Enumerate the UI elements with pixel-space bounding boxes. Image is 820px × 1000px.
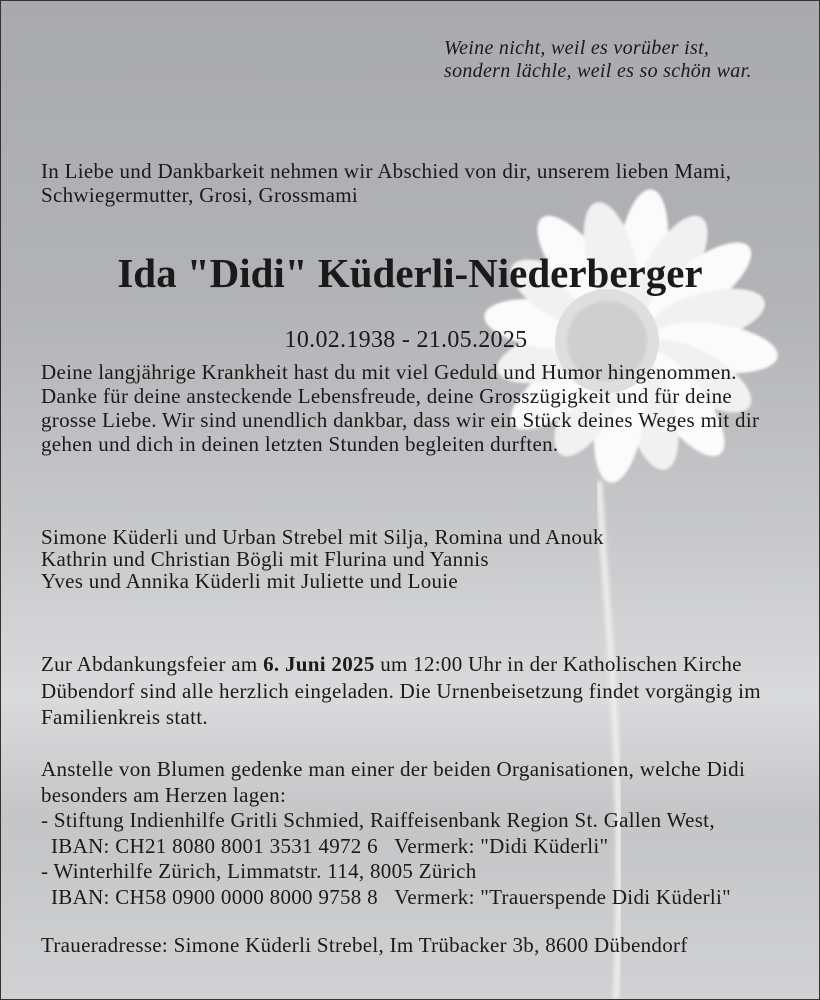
ceremony-line: Familienkreis statt. [41, 705, 208, 729]
donation-line: Anstelle von Blumen gedenke man einer der beiden Organisationen, welche Didi [41, 757, 746, 781]
intro-line: In Liebe und Dankbarkeit nehmen wir Abschied von dir, unserem lieben Mami, [41, 159, 732, 183]
family-line: Simone Küderli und Urban Strebel mit Silja, Romina und Anouk [41, 525, 604, 549]
quote-line: sondern lächle, weil es so schön war. [444, 60, 752, 82]
family-line: Kathrin und Christian Bögli mit Flurina und Yannis [41, 547, 489, 571]
donation-line: - Winterhilfe Zürich, Limmatstr. 114, 8005 Zürich [41, 859, 477, 883]
intro-text [41, 159, 731, 207]
tribute-line: gehen und dich in deinen letzten Stunden begleiten durften. [41, 432, 559, 456]
family-list [41, 526, 604, 592]
tribute-line: Danke für deine ansteckende Lebensfreude, deine Grosszügigkeit und für deine [41, 384, 733, 408]
life-dates: 10.02.1938 - 21.05.2025 [284, 327, 528, 353]
tribute-line: Deine langjährige Krankheit hast du mit viel Geduld und Humor hingenommen. [41, 360, 737, 384]
ceremony-pre: Zur Abdankungsfeier am [41, 652, 264, 676]
ceremony-line [41, 651, 761, 678]
quote-line: Weine nicht, weil es vorüber ist, [444, 37, 710, 59]
quote [444, 37, 752, 83]
family-line: Yves und Annika Küderli mit Juliette und Louie [41, 569, 459, 593]
donation-line: besonders am Herzen lagen: [41, 782, 287, 807]
donation-line: - Stiftung Indienhilfe Gritli Schmied, Raiffeisenbank Region St. Gallen West, [41, 808, 715, 832]
ceremony-info [41, 651, 761, 731]
iban-line: IBAN: CH58 0900 0000 8000 9758 8 Vermerk: "Trauerspende Didi Küderli" [51, 884, 732, 909]
donation-info [41, 757, 745, 910]
ceremony-line: Dübendorf sind alle herzlich eingeladen. Die Urnenbeisetzung findet vorgängig im [41, 678, 761, 703]
iban-line: IBAN: CH21 8080 8001 3531 4972 6 Vermerk: "Didi Küderli" [51, 833, 609, 858]
deceased-name: Ida "Didi" Küderli-Niederberger [117, 250, 703, 296]
ceremony-date: 6. Juni 2025 [263, 652, 375, 676]
tribute-line: grosse Liebe. Wir sind unendlich dankbar, dass wir ein Stück deines Weges mit dir [41, 408, 760, 432]
ceremony-post: um 12:00 Uhr in der Katholischen Kirche [374, 652, 742, 676]
mourning-address: Traueradresse: Simone Küderli Strebel, Im Trübacker 3b, 8600 Dübendorf [41, 933, 688, 957]
intro-line: Schwiegermutter, Grosi, Grossmami [41, 183, 359, 207]
tribute-text [41, 360, 759, 456]
